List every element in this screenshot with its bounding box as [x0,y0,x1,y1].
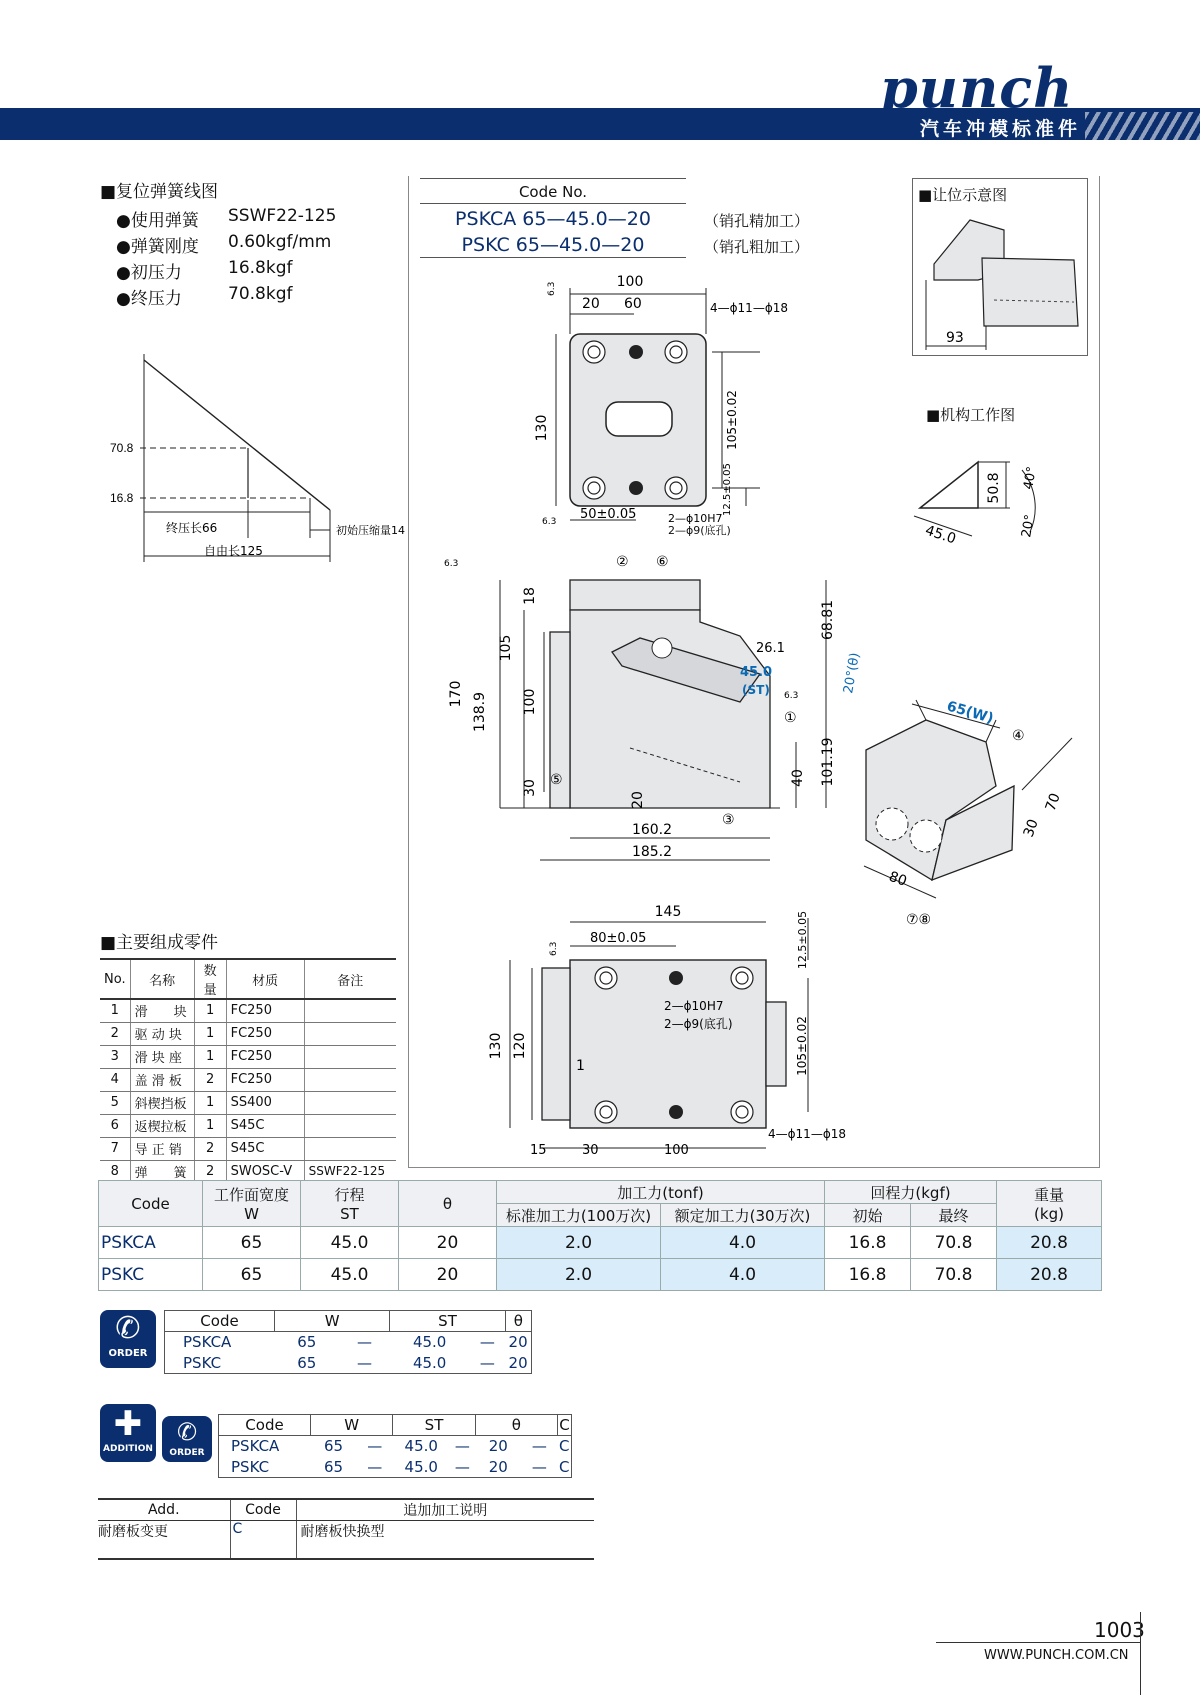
spring-title: ■复位弹簧线图 [100,182,219,202]
table-row [100,1114,396,1137]
top-dim-130: 130 [534,414,550,442]
footer-url: WWW.PUNCH.COM.CN [984,1648,1129,1663]
order-h-w: W [275,1311,390,1332]
cell: 65 [203,1259,301,1291]
cell [304,1114,396,1137]
bottom-dim-100: 100 [664,1143,689,1158]
side-dim-160: 160.2 [631,822,673,838]
add-order-h-c: C [559,1416,570,1434]
cell: 2.0 [497,1227,661,1259]
cell: 16.8 [825,1259,911,1291]
cell: 1 [194,999,226,1022]
cell: PSKCA [99,1227,203,1259]
table-row [219,1457,572,1478]
spec-h-weight-label: 重量 [1033,1186,1064,1204]
code-no-note-1: （销孔精加工） [704,212,810,230]
cell: 45.0 [404,1457,438,1476]
brand-subtitle: 汽车冲模标准件 [920,118,1082,140]
addition-order-table [218,1414,572,1478]
cell: 70.8 [911,1259,997,1291]
spring-specs [116,206,336,310]
order-icon-small [162,1416,212,1462]
footer-vrule [1140,1612,1141,1695]
side-dim-18: 18 [522,587,538,605]
spec-h-weight-unit: (kg) [1034,1205,1064,1223]
cell: — [356,1333,372,1352]
cell: — [454,1437,470,1456]
graph-dim-initial: 初始压缩量14 [336,524,405,537]
bottom-dim-12: 12.5±0.05 [796,910,809,970]
bottom-dim-105: 105±0.02 [795,1016,809,1076]
cell: 1 [194,1022,226,1045]
bottom-roughness: 6.3 [549,941,559,956]
parts-h-note: 备注 [304,959,396,999]
bottom-dim-holes: 4—ϕ11—ϕ18 [768,1127,847,1141]
cell: 20 [508,1333,528,1352]
spec-h-weight [997,1181,1102,1227]
mechanism-dim-20: 20° [1019,513,1038,539]
side-dim-20: 20 [630,791,646,809]
cell: 45.0 [412,1333,447,1352]
bottom-dim-pin-2: 2—ϕ9(底孔) [664,1017,733,1031]
cell: 1 [194,1045,226,1068]
spec-h-rated: 额定加工力(30万次) [661,1204,825,1227]
graph-dim-free: 自由长125 [204,544,263,558]
spec-table [98,1180,1102,1291]
spec-h-force: 加工力(tonf) [497,1181,825,1204]
mechanism-dim-50: 50.8 [986,472,1002,504]
spring-spec-row [116,284,336,310]
addition-table [98,1498,594,1560]
bottom-dim-120: 120 [512,1032,528,1060]
cell: 20 [488,1437,508,1456]
cell: 7 [100,1137,130,1160]
top-dim-50: 50±0.05 [580,507,637,522]
table-row [165,1353,532,1374]
graph-y-bottom: 16.8 [110,491,134,505]
cell: 耐磨板变更 [98,1521,230,1559]
cell: 8 [100,1160,130,1183]
table-row [165,1332,532,1353]
cell: SSWF22-125 [304,1160,396,1183]
graph-y-top: 70.8 [110,441,134,455]
spec-h-st [301,1181,399,1227]
order-icon [100,1310,156,1368]
cell: 驱 动 块 [130,1022,194,1045]
bottom-dim-pin: 2—ϕ10H7 [664,999,724,1013]
cell: 2 [194,1137,226,1160]
top-dim-20: 20 [582,296,600,312]
spec-h-std: 标准加工力(100万次) [497,1204,661,1227]
cell: 4.0 [661,1259,825,1291]
side-view-drawing [440,552,864,872]
top-dim-holes: 4—ϕ11—ϕ18 [710,301,789,315]
cell: — [479,1353,495,1372]
cell: 4 [100,1068,130,1091]
iso-dim-80: 80 [886,868,909,890]
spec-label: ●使用弹簧 [116,211,199,231]
bottom-dim-1: 1 [576,1058,585,1074]
top-dim-105: 105±0.02 [725,390,739,450]
side-dim-68: 68.81 [820,599,836,641]
top-dim-12: 12.5±0.05 [722,463,733,516]
side-callout-6: ⑥ [656,554,669,570]
plus-icon: ✚ [113,1404,143,1444]
phone-icon: ✆ [176,1418,198,1446]
cell: — [531,1437,547,1456]
cell: — [531,1457,547,1476]
cell: PSKC [231,1457,270,1476]
cell: — [367,1457,383,1476]
cell: 1 [194,1091,226,1114]
iso-callout-78: ⑦⑧ [906,912,932,928]
cell: 20 [399,1259,497,1291]
code-no-row-2: PSKC 65—45.0—20 [461,234,645,256]
code-no-box [420,206,686,258]
bottom-dim-30: 30 [582,1143,599,1158]
cell: — [454,1457,470,1476]
iso-dim-w: 65(W) [944,698,996,728]
order-h-theta: θ [505,1311,531,1332]
side-roughness: 6.3 [444,559,459,569]
cell: 65 [297,1333,317,1352]
spec-label: ●初压力 [116,263,182,283]
cell: 45.0 [404,1437,438,1456]
top-dim-60: 60 [624,296,642,312]
side-dim-26: 26.1 [756,641,785,656]
cell [304,1068,396,1091]
table-row [100,1022,396,1045]
spec-h-final: 最终 [911,1204,997,1227]
table-row [100,1091,396,1114]
side-callout-3: ③ [722,812,735,828]
side-callout-5: ⑤ [550,772,563,788]
cell: 4.0 [661,1227,825,1259]
cell: — [356,1353,372,1372]
header-stripes [1085,112,1200,140]
bottom-dim-15: 15 [530,1143,547,1158]
order-h-code: Code [165,1311,275,1332]
cell: PSKCA [183,1333,232,1352]
order-h-st: ST [390,1311,505,1332]
cell: 导 正 销 [130,1137,194,1160]
cell: 耐磨板快换型 [300,1524,385,1540]
addition-icon [100,1404,156,1462]
cell: — [367,1437,383,1456]
table-row [100,1068,396,1091]
side-dim-185: 185.2 [631,844,673,860]
side-dim-101: 101.19 [820,737,836,787]
top-dim-pin-2: 2—ϕ9(底孔) [668,524,731,537]
cell: 65 [324,1457,344,1476]
order-icon-label: ORDER [108,1348,148,1359]
cell: 20.8 [997,1259,1102,1291]
table-row [99,1227,1102,1259]
cell: 滑 块 [130,999,194,1022]
add-h-add: Add. [98,1499,230,1521]
cell [304,1091,396,1114]
bottom-view-drawing [486,898,846,1168]
code-no-note-2: （销孔粗加工） [704,238,810,256]
cell: C [559,1457,570,1476]
cell [304,1137,396,1160]
cell [304,1022,396,1045]
top-dim-100: 100 [616,274,644,290]
cell: 16.8 [825,1227,911,1259]
cell: — [479,1333,495,1352]
cell: FC250 [226,999,304,1022]
parts-h-qty: 数量 [194,959,226,999]
spec-h-code: Code [99,1181,203,1227]
cell: 斜楔挡板 [130,1091,194,1114]
spec-h-w [203,1181,301,1227]
cell: C [230,1521,296,1559]
top-view-drawing [530,268,789,528]
side-dim-138: 138.9 [472,691,488,733]
spec-label: ●弹簧刚度 [116,237,199,257]
cell: 45.0 [301,1227,399,1259]
table-row [100,1045,396,1068]
spring-graph [100,350,420,570]
add-order-h-theta: θ [475,1415,557,1436]
cell: 45.0 [301,1259,399,1291]
cell: 弹 簧 [130,1160,194,1183]
spec-h-theta: θ [399,1181,497,1227]
iso-view-drawing [836,690,1086,930]
cell: 2.0 [497,1259,661,1291]
cell: 2 [194,1068,226,1091]
cell [304,999,396,1022]
cell: 20.8 [997,1227,1102,1259]
code-no-header: Code No. [420,178,686,204]
cell: 20 [508,1353,528,1372]
spec-h-st-sym: ST [340,1205,359,1223]
side-dim-30: 30 [522,779,538,797]
bottom-dim-145: 145 [654,904,682,920]
parts-header-row [100,959,396,999]
cell: 1 [194,1114,226,1137]
add-order-h-w: W [311,1415,393,1436]
table-row [98,1521,594,1559]
top-dim-pin: 2—ϕ10H7 [668,512,723,525]
spring-spec-row [116,232,336,258]
phone-icon: ✆ [115,1311,141,1346]
cell: 2 [100,1022,130,1045]
cell: 返楔拉板 [130,1114,194,1137]
cell: 1 [100,999,130,1022]
add-h-desc: 追加加工说明 [296,1499,594,1521]
brand-logo: punch [880,56,1074,120]
spec-h-initial: 初始 [825,1204,911,1227]
add-order-h-st: ST [393,1415,475,1436]
spec-label: ●终压力 [116,289,182,309]
side-dim-st-label: (ST) [742,683,770,697]
cell: 65 [297,1353,317,1372]
cell: S45C [226,1137,304,1160]
cell: PSKC [99,1259,203,1291]
mechanism-dim-40: 40° [1021,465,1040,491]
spec-value: 16.8kgf [228,258,293,278]
spec-h-w-label: 工作面宽度 [213,1186,289,1204]
spec-value: SSWF22-125 [228,206,337,226]
iso-dim-30: 30 [1020,817,1042,840]
side-dim-st: 45.0 [740,665,773,680]
addition-icon-label: ADDITION [103,1444,153,1454]
side-dim-170: 170 [448,680,464,708]
graph-dim-final: 终压长66 [166,521,218,535]
cell: PSKC [183,1353,222,1372]
cell: S45C [226,1114,304,1137]
parts-title: ■主要组成零件 [100,933,219,953]
side-callout-1: ① [784,710,797,726]
side-callout-2: ② [616,554,629,570]
table-row [100,1137,396,1160]
mechanism-title: ■机构工作图 [926,406,1016,424]
cell: 滑 块 座 [130,1045,194,1068]
spec-value: 0.60kgf/mm [228,232,332,252]
footer-rule [936,1642,1140,1643]
bottom-dim-80: 80±0.05 [590,931,647,946]
mechanism-dim-45: 45.0 [923,522,958,548]
add-h-code: Code [230,1499,296,1521]
mechanism-drawing [914,440,1054,550]
spec-h-w-sym: W [244,1205,259,1223]
order-table [164,1310,532,1374]
parts-h-no: No. [100,959,130,999]
cell: 20 [488,1457,508,1476]
cell: 70.8 [911,1227,997,1259]
bottom-dim-130: 130 [488,1032,504,1060]
side-dim-105: 105 [498,634,514,662]
table-row [219,1436,572,1457]
table-row [100,999,396,1022]
cell: 5 [100,1091,130,1114]
parts-h-name: 名称 [130,959,194,999]
cell: 65 [203,1227,301,1259]
cell: 6 [100,1114,130,1137]
parts-h-mat: 材质 [226,959,304,999]
top-roughness: 6.3 [547,281,557,296]
cell: FC250 [226,1045,304,1068]
spec-value: 70.8kgf [228,284,293,304]
order-icon-small-label: ORDER [169,1448,205,1458]
spec-h-return: 回程力(kgf) [825,1181,997,1204]
cell: 65 [324,1437,344,1456]
cell: 3 [100,1045,130,1068]
cell: SWOSC-V [226,1160,304,1183]
side-dim-theta: 20°(θ) [841,651,864,695]
cell: FC250 [226,1068,304,1091]
cell: FC250 [226,1022,304,1045]
side-roughness-2: 6.3 [784,691,799,701]
code-no-row-1: PSKCA 65—45.0—20 [455,208,651,230]
side-dim-40: 40 [790,769,806,787]
page-number: 1003 [1094,1618,1145,1642]
cell: C [559,1437,570,1456]
cell: 45.0 [412,1353,447,1372]
top-roughness-2: 6.3 [542,517,557,527]
cell: SS400 [226,1091,304,1114]
spring-spec-row [116,258,336,284]
clearance-title: ■让位示意图 [918,186,1008,204]
table-row [99,1259,1102,1291]
spring-spec-row [116,206,336,232]
spec-h-st-label: 行程 [334,1186,365,1204]
parts-table [100,958,396,1184]
clearance-dim: 93 [946,330,964,346]
cell: 盖 滑 板 [130,1068,194,1091]
iso-callout-4: ④ [1012,728,1025,744]
clearance-drawing [914,210,1086,354]
side-dim-100: 100 [522,688,538,716]
iso-dim-70: 70 [1042,791,1064,814]
add-order-h-code: Code [219,1415,311,1436]
cell: PSKCA [231,1437,280,1456]
cell: 20 [399,1227,497,1259]
cell: 2 [194,1160,226,1183]
cell [304,1045,396,1068]
